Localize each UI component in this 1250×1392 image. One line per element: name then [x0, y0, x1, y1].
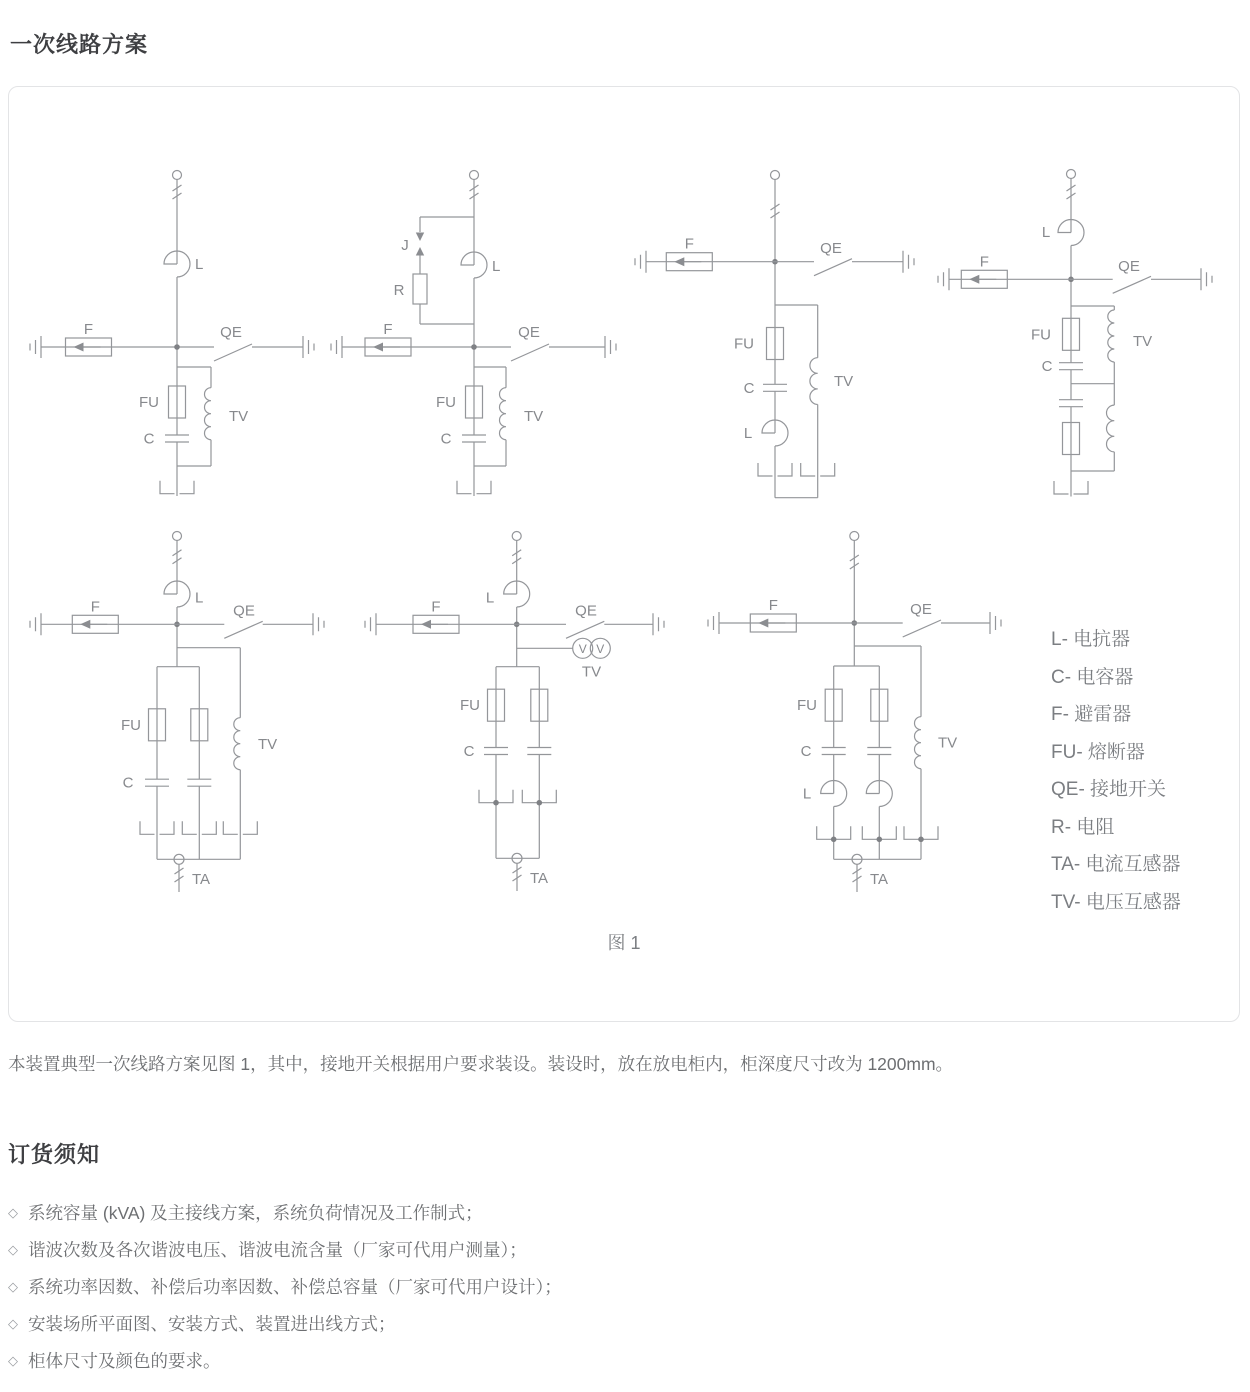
component-label: L: [195, 589, 204, 607]
component-label: TV: [938, 734, 958, 752]
junction-dot: [471, 344, 477, 350]
list-item-text: 系统功率因数、补偿后功率因数、补偿总容量（厂家可代用户设计）；: [28, 1277, 562, 1297]
diamond-bullet-icon: ◇: [8, 1279, 18, 1294]
component-label: FU: [460, 697, 480, 715]
earth-symbol: [331, 336, 342, 358]
junction-dot: [831, 837, 837, 843]
list-item: [8, 1350, 1244, 1374]
component-label: C: [143, 430, 155, 448]
capacitor-symbol: [484, 748, 508, 755]
diamond-bullet-icon: ◇: [8, 1205, 18, 1220]
terminal-icon: [850, 532, 859, 541]
winding-symbol: [810, 358, 818, 405]
earth-symbol: [365, 613, 376, 635]
list-item: [8, 1239, 1244, 1263]
terminal-icon: [470, 171, 479, 180]
component-label: F: [383, 321, 393, 338]
capacitor-symbol: [763, 384, 787, 391]
component-label: TA: [192, 871, 211, 888]
circuit-diagram-2: [331, 171, 616, 497]
capacitor-symbol: [822, 748, 846, 755]
earth-symbol: [635, 251, 646, 273]
component-label: TV: [229, 408, 249, 425]
earth-symbol: [30, 613, 41, 635]
component-label: TA: [530, 870, 549, 887]
component-label: F: [979, 253, 989, 271]
terminal-icon: [512, 532, 521, 541]
earth-symbol: [938, 268, 949, 290]
capacitor-symbol: [1059, 363, 1083, 370]
component-label: R: [393, 282, 405, 299]
diamond-bullet-icon: ◇: [8, 1353, 18, 1368]
legend-item: FU- 熔断器: [1051, 741, 1145, 763]
list-item-text: 安装场所平面图、安装方式、装置进出线方式；: [28, 1314, 396, 1334]
page-title: 一次线路方案: [10, 32, 149, 57]
component-label: TV: [834, 373, 854, 390]
legend-item: TA- 电流互感器: [1051, 854, 1181, 875]
component-label: TA: [870, 871, 889, 888]
component-label: FU: [139, 394, 159, 411]
component-label: F: [90, 598, 100, 616]
earth-symbol: [990, 612, 1001, 634]
component-label: L: [743, 425, 753, 442]
component-label: QE: [233, 602, 255, 620]
circuit-diagram-5: [30, 532, 324, 893]
circuit-diagram-4: [938, 170, 1212, 497]
list-item: [8, 1313, 1244, 1337]
circuit-diagram-6: [365, 532, 664, 892]
component-label: C: [440, 430, 452, 448]
diamond-bullet-icon: ◇: [8, 1242, 18, 1257]
ordering-section-title: 订货须知: [8, 1142, 101, 1167]
junction-dot: [877, 837, 883, 843]
figure-legend: [1051, 621, 1181, 921]
capacitor-symbol: [1059, 400, 1083, 407]
capacitor-symbol: [867, 748, 891, 755]
component-label: J: [401, 237, 409, 254]
component-label: QE: [820, 240, 842, 257]
winding-symbol: [500, 388, 507, 440]
winding-symbol: [234, 718, 241, 770]
component-label: F: [83, 321, 94, 338]
component-label: F: [431, 598, 441, 616]
junction-dot: [174, 344, 180, 350]
legend-item: F- 避雷器: [1051, 704, 1132, 725]
legend-item: TV- 电压互感器: [1051, 891, 1181, 913]
component-label: C: [743, 379, 755, 397]
component-label: FU: [436, 394, 456, 411]
component-label: L: [485, 589, 495, 607]
winding-symbol: [1107, 405, 1115, 452]
component-label: C: [122, 774, 134, 792]
diamond-bullet-icon: ◇: [8, 1316, 18, 1331]
circuit-diagram-3: [635, 171, 914, 498]
component-label: QE: [518, 324, 540, 341]
component-label: TV: [524, 408, 544, 425]
component-label: FU: [1031, 326, 1051, 344]
capacitor-symbol: [187, 779, 211, 786]
earth-symbol: [313, 613, 324, 635]
component-label: C: [1041, 358, 1053, 375]
winding-symbol: [915, 717, 922, 769]
list-item: [8, 1202, 1244, 1226]
capacitor-symbol: [145, 779, 169, 786]
terminal-icon: [771, 171, 780, 180]
list-item-text: 谐波次数及各次谐波电压、谐波电流含量（厂家可代用户测量）；: [28, 1240, 527, 1260]
component-label: FU: [797, 697, 817, 715]
winding-symbol: [205, 388, 212, 440]
earth-symbol: [303, 336, 314, 358]
earth-symbol: [605, 336, 616, 358]
terminal-icon: [173, 171, 182, 180]
component-label: L: [1041, 224, 1051, 241]
circuit-diagram-1: [30, 171, 314, 497]
circuit-diagram-7: [708, 532, 1001, 893]
capacitor-symbol: [165, 435, 189, 442]
component-label: V: [578, 641, 587, 656]
component-label: F: [768, 597, 778, 614]
ordering-list: [8, 1202, 1244, 1387]
component-label: L: [802, 785, 812, 803]
component-label: QE: [1118, 258, 1140, 275]
junction-dot: [537, 800, 543, 806]
component-label: QE: [575, 602, 597, 620]
winding-symbol: [1108, 310, 1115, 362]
component-label: V: [596, 641, 605, 656]
list-item: [8, 1276, 1244, 1300]
earth-symbol: [653, 613, 664, 635]
earth-symbol: [903, 251, 914, 273]
description-paragraph: 本装置典型一次线路方案见图 1，其中，接地开关根据用户要求装设。装设时，放在放电柜内，柜深度尺寸改为 1200mm。: [8, 1054, 954, 1074]
component-label: TV: [581, 663, 602, 681]
legend-item: C- 电容器: [1051, 666, 1134, 688]
component-label: QE: [220, 324, 242, 341]
earth-symbol: [708, 612, 719, 634]
component-label: C: [463, 743, 475, 760]
junction-dot: [918, 837, 924, 843]
component-label: FU: [734, 335, 754, 353]
list-item-text: 柜体尺寸及颜色的要求。: [28, 1351, 221, 1371]
component-label: L: [195, 256, 204, 273]
earth-symbol: [1201, 268, 1212, 290]
component-label: F: [684, 235, 694, 253]
figure-caption: 图 1: [607, 933, 641, 953]
legend-item: QE- 接地开关: [1051, 779, 1167, 800]
junction-dot: [493, 800, 499, 806]
terminal-icon: [173, 532, 182, 541]
capacitor-symbol: [527, 748, 551, 755]
component-label: TV: [258, 736, 278, 753]
legend-item: L- 电抗器: [1051, 629, 1131, 650]
legend-item: R- 电阻: [1051, 816, 1115, 838]
resistor-symbol: [413, 274, 427, 304]
component-label: QE: [910, 601, 932, 618]
component-label: C: [800, 743, 812, 760]
list-item-text: 系统容量 (kVA) 及主接线方案，系统负荷情况及工作制式；: [28, 1203, 483, 1223]
capacitor-symbol: [462, 435, 486, 442]
earth-symbol: [30, 336, 41, 358]
component-label: TV: [1133, 333, 1153, 350]
component-label: FU: [121, 716, 141, 734]
terminal-icon: [1067, 170, 1076, 179]
component-label: L: [492, 258, 501, 275]
figure-panel: [8, 86, 1240, 1022]
